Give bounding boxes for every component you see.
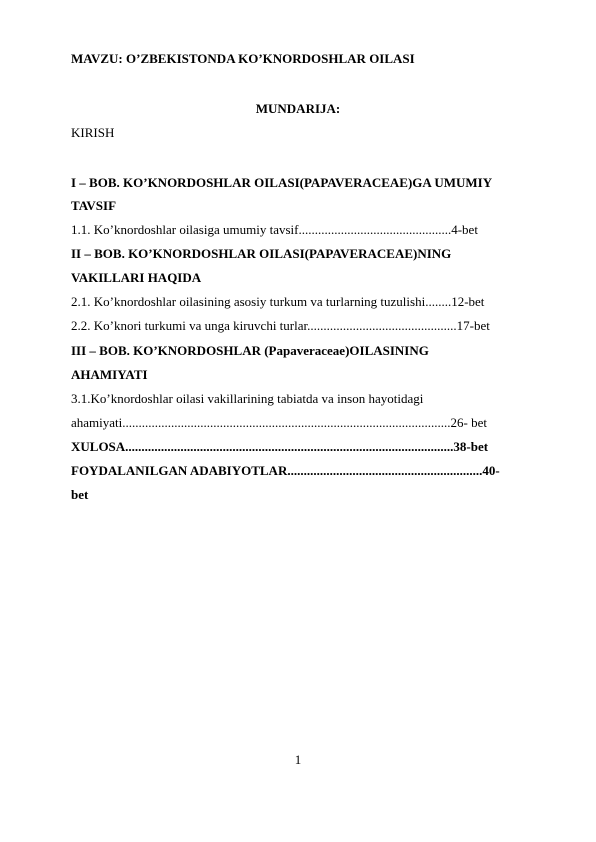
toc-entry-intro: KIRISH (71, 125, 115, 140)
toc-entry-conclusion: XULOSA.....................................................................................................38-bet (71, 439, 489, 454)
toc-entry-2-2: 2.2. Ko’knori turkumi va unga kiruvchi turlar..............................................17-bet (71, 318, 490, 333)
toc-entry-references-cont: bet (71, 487, 89, 502)
toc-chapter-3-title-cont: AHAMIYATI (71, 367, 148, 382)
toc-chapter-3-title: III – BOB. KO’KNORDOSHLAR (Papaveraceae)OILASINING (71, 343, 429, 358)
toc-chapter-2-title-cont: VAKILLARI HAQIDA (71, 270, 202, 285)
toc-chapter-1-title: I – BOB. KO’KNORDOSHLAR OILASI(PAPAVERACEAE)GA UMUMIY (71, 175, 493, 190)
toc-entry-2-1: 2.1. Ko’knordoshlar oilasining asosiy turkum va turlarning tuzulishi........12-bet (71, 294, 485, 309)
toc-chapter-2-title: II – BOB. KO’KNORDOSHLAR OILASI(PAPAVERACEAE)NING (71, 246, 452, 261)
toc-entry-3-1-cont: ahamiyati.....................................................................................................26- bet (71, 415, 487, 430)
toc-entry-3-1: 3.1.Ko’knordoshlar oilasi vakillarining tabiatda va inson hayotidagi (71, 391, 424, 406)
toc-chapter-1-title-cont: TAVSIF (71, 198, 117, 213)
page-number: 1 (294, 752, 302, 767)
toc-entry-1-1: 1.1. Ko’knordoshlar oilasiga umumiy tavsif...............................................4-bet (71, 222, 478, 237)
toc-entry-references: FOYDALANILGAN ADABIYOTLAR............................................................40- (71, 463, 500, 478)
topic-title: MAVZU: O’ZBEKISTONDA KO’KNORDOSHLAR OILASI (71, 51, 415, 66)
contents-heading: MUNDARIJA: (255, 101, 341, 116)
